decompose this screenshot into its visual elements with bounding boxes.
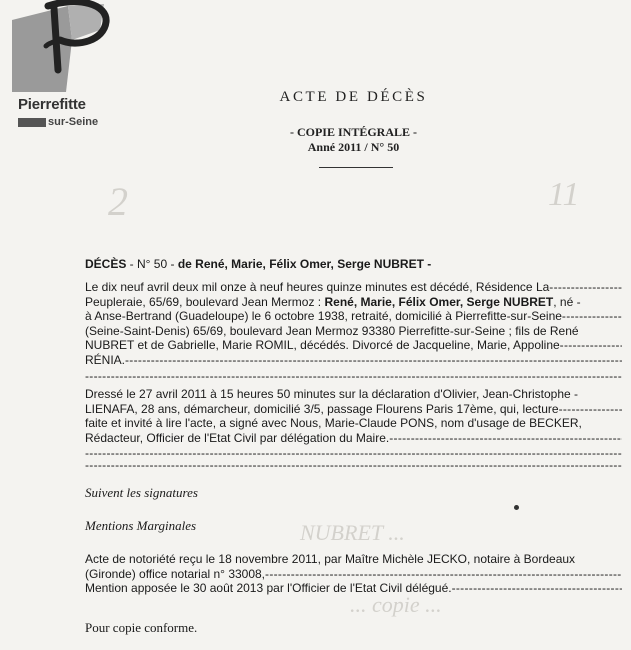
act-heading-prefix: DÉCÈS [85, 257, 127, 271]
text-line: Acte de notoriété reçu le 18 novembre 2011, par Maître Michèle JECKO, notaire à Bordeaux [85, 552, 576, 566]
pierrefitte-logo-icon [8, 0, 118, 92]
dash-line [85, 369, 622, 383]
act-heading [85, 257, 431, 271]
act-heading-name: de René, Marie, Félix Omer, Serge NUBRET - [177, 257, 432, 271]
marginal-mentions-title: Mentions Marginales [85, 518, 197, 533]
dash-line [85, 458, 622, 472]
document-year-number: Anné 2011 / N° 50 [307, 140, 400, 154]
text-line: RÉNIA. [85, 352, 126, 367]
text-line: (Seine-Saint-Denis) 65/69, boulevard Jean Mermoz 93380 Pierrefitte-sur-Seine ; fils de René [85, 323, 579, 338]
logo-name: Pierrefitte [18, 96, 86, 113]
act-heading-number: - N° 50 - [126, 257, 178, 271]
declaration-paragraph [85, 387, 622, 445]
text-line: à Anse-Bertrand (Guadeloupe) le 6 octobre 1938, retraité, domicilié à Pierrefitte-sur-Seine [85, 309, 562, 323]
text-line: NUBRET et de Gabrielle, Marie ROMIL, décédés. Divorcé de Jacqueline, Marie, Appoline [85, 338, 560, 352]
signatures-note: Suivent les signatures [85, 485, 198, 500]
text-line: Le dix neuf avril deux mil onze à neuf heures quinze minutes est décédé, Résidence La [85, 280, 550, 294]
death-paragraph [85, 280, 622, 367]
deceased-name: René, Marie, Félix Omer, Serge NUBRET [324, 294, 554, 309]
city-logo [8, 0, 118, 140]
text-line: Mention apposée le 30 août 2013 par l'Officier de l'Etat Civil délégué. [85, 581, 452, 595]
title-divider [319, 167, 393, 168]
logo-sub-text: sur-Seine [48, 116, 99, 128]
text-line: Dressé le 27 avril 2011 à 15 heures 50 minutes sur la déclaration d'Olivier, Jean-Christophe - [85, 387, 578, 401]
show-through-mark: NUBRET ... [300, 520, 405, 545]
text-line: (Gironde) office notarial n° 33008, [85, 566, 266, 581]
text-line: Peupleraie, 65/69, boulevard Jean Mermoz : René, Marie, Félix Omer, Serge NUBRET, né - [85, 294, 581, 309]
document-subtitle: - COPIE INTÉGRALE - [289, 125, 417, 139]
closing-statement: Pour copie conforme. [85, 620, 198, 635]
show-through-mark: ... copie ... [350, 592, 442, 617]
text-line: faite et invité à lire l'acte, a signé avec Nous, Marie-Claude PONS, nom d'usage de BECKER, [85, 416, 582, 430]
show-through-mark: 11 [548, 176, 580, 213]
document-title: ACTE DE DÉCÈS [279, 89, 428, 105]
ink-dot [514, 505, 519, 510]
text-line: Rédacteur, Officier de l'Etat Civil par délégation du Maire. [85, 430, 390, 445]
marginal-mentions [85, 552, 622, 596]
show-through-mark: 2 [108, 179, 128, 224]
text-line: LIENAFA, 28 ans, démarcheur, domicilié 3/5, passage Flourens Paris 17ème, qui, lecture [85, 401, 559, 416]
